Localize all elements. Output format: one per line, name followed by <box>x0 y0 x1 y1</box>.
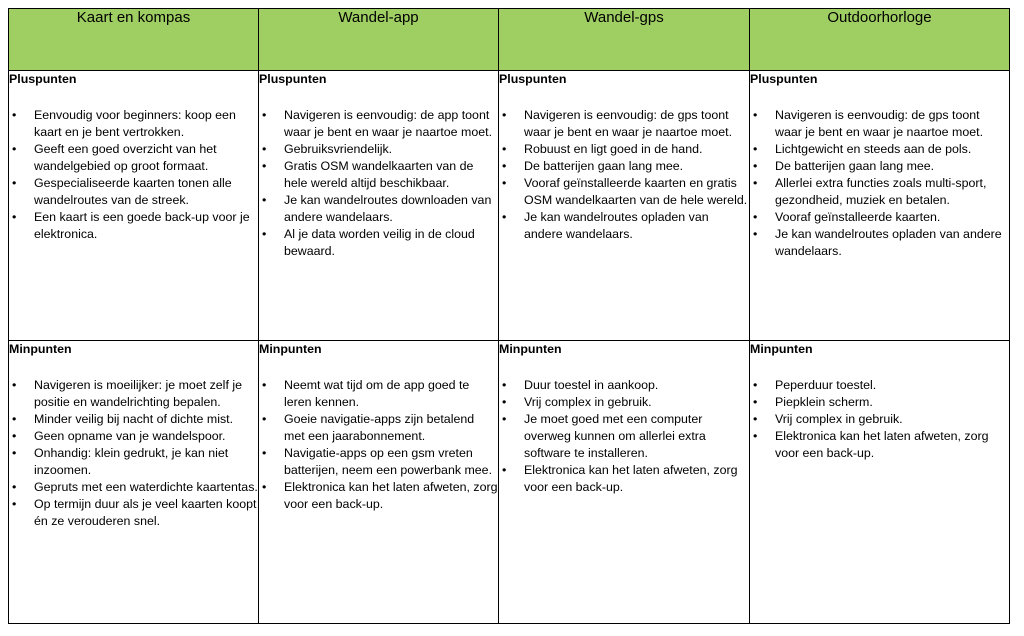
list-item: • De batterijen gaan lang mee. <box>524 158 749 175</box>
minus-title: Minpunten <box>499 342 562 356</box>
minus-cell-horloge <box>750 341 1010 624</box>
list-item: • Navigatie-apps op een gsm vreten batterijen, neem een powerbank mee. <box>284 445 498 479</box>
minus-list <box>499 377 749 496</box>
list-item: • Een kaart is een goede back-up voor je elektronica. <box>34 209 258 243</box>
list-item: • Minder veilig bij nacht of dichte mist. <box>34 411 258 428</box>
minus-cell-gps <box>499 341 750 624</box>
minus-list <box>750 377 1009 462</box>
list-item: • Piepklein scherm. <box>775 394 1009 411</box>
list-item: • Vrij complex in gebruik. <box>524 394 749 411</box>
minus-title: Minpunten <box>750 342 813 356</box>
list-item: • Gratis OSM wandelkaarten van de hele wereld altijd beschikbaar. <box>284 158 498 192</box>
plus-cell-gps <box>499 71 750 341</box>
list-item: • Elektronica kan het laten afweten, zorg voor een back-up. <box>284 479 498 513</box>
list-item: • Onhandig: klein gedrukt, je kan niet inzoomen. <box>34 445 258 479</box>
minus-list <box>9 377 258 530</box>
plus-cell-horloge <box>750 71 1010 341</box>
list-item: • Neemt wat tijd om de app goed te leren kennen. <box>284 377 498 411</box>
list-item: • Vooraf geïnstalleerde kaarten en gratis OSM wandelkaarten van de hele wereld. <box>524 175 749 209</box>
list-item: • Vooraf geïnstalleerde kaarten. <box>775 209 1009 226</box>
plus-cell-app <box>259 71 499 341</box>
header-wandel-gps: Wandel-gps <box>499 9 750 71</box>
minus-title: Minpunten <box>9 342 72 356</box>
plus-title: Pluspunten <box>9 72 77 86</box>
plus-row <box>9 71 1010 341</box>
list-item: • Duur toestel in aankoop. <box>524 377 749 394</box>
header-row <box>9 9 1010 71</box>
plus-list <box>499 107 749 243</box>
list-item: • Eenvoudig voor beginners: koop een kaart en je bent vertrokken. <box>34 107 258 141</box>
plus-list <box>9 107 258 243</box>
plus-list <box>259 107 498 260</box>
header-kaart-en-kompas: Kaart en kompas <box>9 9 259 71</box>
list-item: • Robuust en ligt goed in de hand. <box>524 141 749 158</box>
list-item: • Allerlei extra functies zoals multi-sport, gezondheid, muziek en betalen. <box>775 175 1009 209</box>
header-wandel-app: Wandel-app <box>259 9 499 71</box>
list-item: • De batterijen gaan lang mee. <box>775 158 1009 175</box>
list-item: • Geen opname van je wandelspoor. <box>34 428 258 445</box>
plus-title: Pluspunten <box>259 72 327 86</box>
list-item: • Je kan wandelroutes downloaden van andere wandelaars. <box>284 192 498 226</box>
minus-title: Minpunten <box>259 342 322 356</box>
list-item: • Navigeren is eenvoudig: de app toont waar je bent en waar je naartoe moet. <box>284 107 498 141</box>
list-item: • Gepruts met een waterdichte kaartentas. <box>34 479 258 496</box>
list-item: • Elektronica kan het laten afweten, zorg voor een back-up. <box>524 462 749 496</box>
plus-title: Pluspunten <box>499 72 567 86</box>
list-item: • Vrij complex in gebruik. <box>775 411 1009 428</box>
plus-title: Pluspunten <box>750 72 818 86</box>
list-item: • Navigeren is moeilijker: je moet zelf je positie en wandelrichting bepalen. <box>34 377 258 411</box>
minus-cell-app <box>259 341 499 624</box>
list-item: • Gebruiksvriendelijk. <box>284 141 498 158</box>
list-item: • Je kan wandelroutes opladen van andere wandelaars. <box>775 226 1009 260</box>
list-item: • Op termijn duur als je veel kaarten koopt én ze verouderen snel. <box>34 496 258 530</box>
header-outdoorhorloge: Outdoorhorloge <box>750 9 1010 71</box>
plus-list <box>750 107 1009 260</box>
list-item: • Lichtgewicht en steeds aan de pols. <box>775 141 1009 158</box>
minus-cell-kaart <box>9 341 259 624</box>
list-item: • Elektronica kan het laten afweten, zorg voor een back-up. <box>775 428 1009 462</box>
list-item: • Navigeren is eenvoudig: de gps toont waar je bent en waar je naartoe moet. <box>524 107 749 141</box>
list-item: • Je kan wandelroutes opladen van andere wandelaars. <box>524 209 749 243</box>
list-item: • Geeft een goed overzicht van het wandelgebied op groot formaat. <box>34 141 258 175</box>
list-item: • Goeie navigatie-apps zijn betalend met een jaarabonnement. <box>284 411 498 445</box>
plus-cell-kaart <box>9 71 259 341</box>
list-item: • Gespecialiseerde kaarten tonen alle wandelroutes van de streek. <box>34 175 258 209</box>
list-item: • Al je data worden veilig in de cloud bewaard. <box>284 226 498 260</box>
list-item: • Navigeren is eenvoudig: de gps toont waar je bent en waar je naartoe moet. <box>775 107 1009 141</box>
comparison-table <box>8 8 1010 624</box>
minus-row <box>9 341 1010 624</box>
list-item: • Peperduur toestel. <box>775 377 1009 394</box>
list-item: • Je moet goed met een computer overweg kunnen om allerlei extra software te installeren. <box>524 411 749 462</box>
minus-list <box>259 377 498 513</box>
